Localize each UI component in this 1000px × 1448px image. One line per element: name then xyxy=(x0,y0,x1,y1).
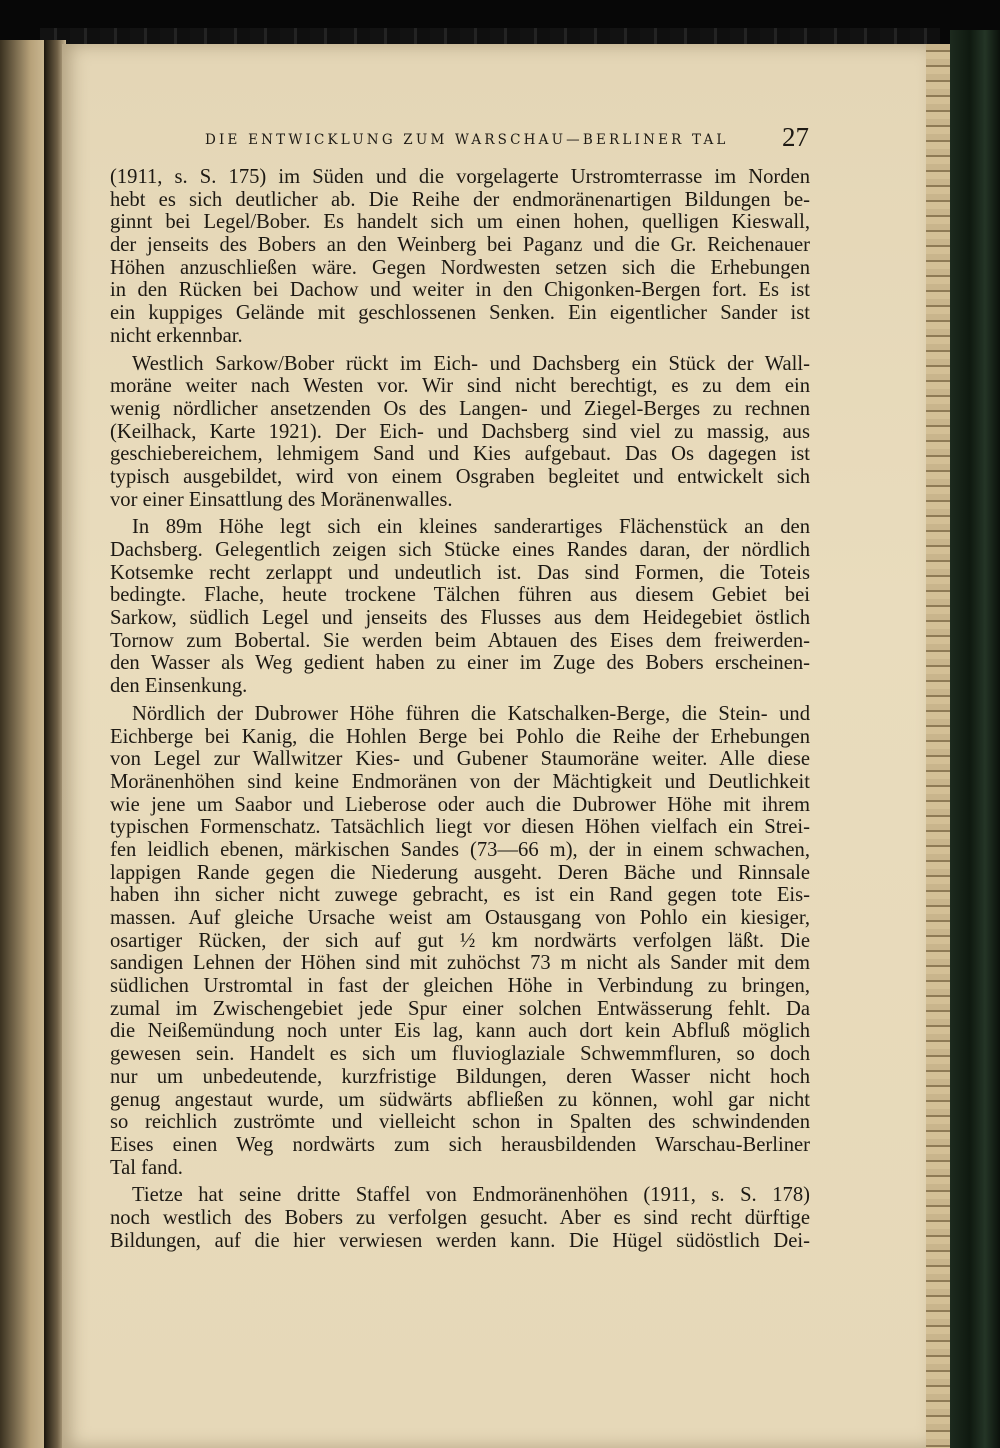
text-line: Dachsberg. Gelegentlich zeigen sich Stücke eines Randes daran, der nördlich xyxy=(110,539,810,561)
text-line: sandigen Lehnen der Höhen sind mit zuhöchst 73 m nicht als Sander mit dem xyxy=(110,952,810,975)
text-line: geschiebereichem, lehmigem Sand und Kies aufgebaut. Das Os dagegen ist xyxy=(110,443,810,466)
paragraph xyxy=(110,353,810,512)
right-page-edges xyxy=(926,44,952,1448)
page-header xyxy=(62,122,928,158)
text-line: (1911, s. S. 175) im Süden und die vorgelagerte Urstromterrasse im Norden xyxy=(110,166,810,188)
text-line: In 89m Höhe legt sich ein kleines sanderartiges Flächenstück an den xyxy=(132,516,810,539)
paragraph xyxy=(110,1184,810,1252)
text-line: Kotsemke recht zerlappt und undeutlich ist. Das sind Formen, die Toteis xyxy=(110,561,810,584)
text-line: Tal fand. xyxy=(110,1156,183,1179)
text-line: wenig nördlicher ansetzenden Os des Langen- und Ziegel-Berges zu rechnen xyxy=(110,397,810,420)
text-line: Westlich Sarkow/Bober rückt im Eich- und Dachsberg ein Stück der Wall- xyxy=(132,352,810,375)
text-line: Nördlich der Dubrower Höhe führen die Katschalken-Berge, die Stein- und xyxy=(132,702,810,725)
text-line: nur um unbedeutende, kurzfristige Bildungen, deren Wasser nicht hoch xyxy=(110,1065,810,1088)
text-line: vor einer Einsattlung des Moränenwalles. xyxy=(110,488,453,511)
text-line: Sarkow, südlich Legel und jenseits des Flusses aus dem Heidegebiet östlich xyxy=(110,607,810,630)
text-line: südlichen Urstromtal in fast der gleichen Höhe in Verbindung zu bringen, xyxy=(110,975,810,998)
running-title: DIE ENTWICKLUNG ZUM WARSCHAU—BERLINER TAL xyxy=(205,132,729,148)
text-line: die Neißemündung noch unter Eis lag, kann auch dort kein Abfluß möglich xyxy=(110,1020,810,1043)
text-line: massen. Auf gleiche Ursache weist am Ostausgang von Pohlo ein kiesiger, xyxy=(110,907,810,929)
text-line: Eises einen Weg nordwärts zum sich herausbildenden Warschau-Berliner xyxy=(110,1133,810,1156)
text-line: in den Rücken bei Dachow und weiter in den Chigonken-Bergen fort. Es ist xyxy=(110,279,810,302)
text-line: ginnt bei Legel/Bober. Es handelt sich um einen hohen, quelligen Kieswall, xyxy=(110,211,810,234)
text-line: lappigen Rande gegen die Niederung ausgeht. Deren Bäche und Rinnsale xyxy=(110,861,810,884)
paragraph xyxy=(110,166,810,348)
text-line: osartiger Rücken, der sich auf gut ½ km nordwärts verfolgen läßt. Die xyxy=(110,929,810,952)
paragraph xyxy=(110,703,810,1179)
text-line: hebt es sich deutlicher ab. Die Reihe der endmoränenartigen Bildungen be- xyxy=(110,188,810,211)
text-line: Bildungen, auf die hier verwiesen werden kann. Die Hügel südöstlich Dei- xyxy=(110,1229,810,1252)
text-line: typischen Formenschatz. Tatsächlich liegt vor diesen Höhen vielfach ein Strei- xyxy=(110,816,810,839)
text-line: den Einsenkung. xyxy=(110,675,248,698)
paragraph xyxy=(110,516,810,698)
text-line: der jenseits des Bobers an den Weinberg bei Paganz und die Gr. Reichenauer xyxy=(110,234,810,257)
text-line: fen leidlich ebenen, märkischen Sandes (73—66 m), der in einem schwachen, xyxy=(110,838,810,861)
text-line: Tornow zum Bobertal. Sie werden beim Abtauen des Eises dem freiwerden- xyxy=(110,629,810,652)
text-line: wie jene um Saabor und Lieberose oder auch die Dubrower Höhe mit ihrem xyxy=(110,793,810,816)
text-line: zumal im Zwischengebiet jede Spur einer solchen Entwässerung fehlt. Da xyxy=(110,997,810,1020)
text-line: nicht erkennbar. xyxy=(110,324,243,347)
text-line: von Legel zur Wallwitzer Kies- und Gubener Staumoräne weiter. Alle diese xyxy=(110,748,810,771)
text-line: genug angestaut wurde, um südwärts abfließen zu können, wohl gar nicht xyxy=(110,1088,810,1111)
text-line: Moränenhöhen sind keine Endmoränen von der Mächtigkeit und Deutlichkeit xyxy=(110,770,810,793)
text-line: gewesen sein. Handelt es sich um fluvioglaziale Schwemmfluren, so doch xyxy=(110,1043,810,1066)
text-line: noch westlich des Bobers zu verfolgen gesucht. Aber es sind recht dürftige xyxy=(110,1206,810,1229)
book-cover-edge xyxy=(950,30,1000,1448)
text-line: den Wasser als Weg gedient haben zu einer im Zuge des Bobers erscheinen- xyxy=(110,652,810,675)
text-line: Tietze hat seine dritte Staffel von Endmoränenhöhen (1911, s. S. 178) xyxy=(132,1184,810,1207)
text-line: Eichberge bei Kanig, die Hohlen Berge bei Pohlo die Reihe der Erhebungen xyxy=(110,725,810,748)
text-line: so reichlich zuströmte und vielleicht schon in Spalten des schwindenden xyxy=(110,1111,810,1134)
text-line: haben ihn sicher nicht zuwege gebracht, es ist ein Rand gegen tote Eis- xyxy=(110,884,810,907)
text-line: moräne weiter nach Westen vor. Wir sind nicht berechtigt, es zu dem ein xyxy=(110,375,810,398)
text-line: typisch ausgebildet, wird von einem Osgraben begleitet und entwickelt sich xyxy=(110,465,810,488)
text-line: ein kuppiges Gelände mit geschlossenen Senken. Ein eigentlicher Sander ist xyxy=(110,302,810,325)
text-line: (Keilhack, Karte 1921). Der Eich- und Dachsberg sind viel zu massig, aus xyxy=(110,420,810,443)
text-line: Höhen anzuschließen wäre. Gegen Nordwesten setzen sich die Erhebungen xyxy=(110,256,810,279)
body-text xyxy=(110,166,810,1252)
page-number: 27 xyxy=(782,122,809,152)
text-line: bedingte. Flache, heute trockene Tälchen führen aus diesem Gebiet bei xyxy=(110,584,810,607)
